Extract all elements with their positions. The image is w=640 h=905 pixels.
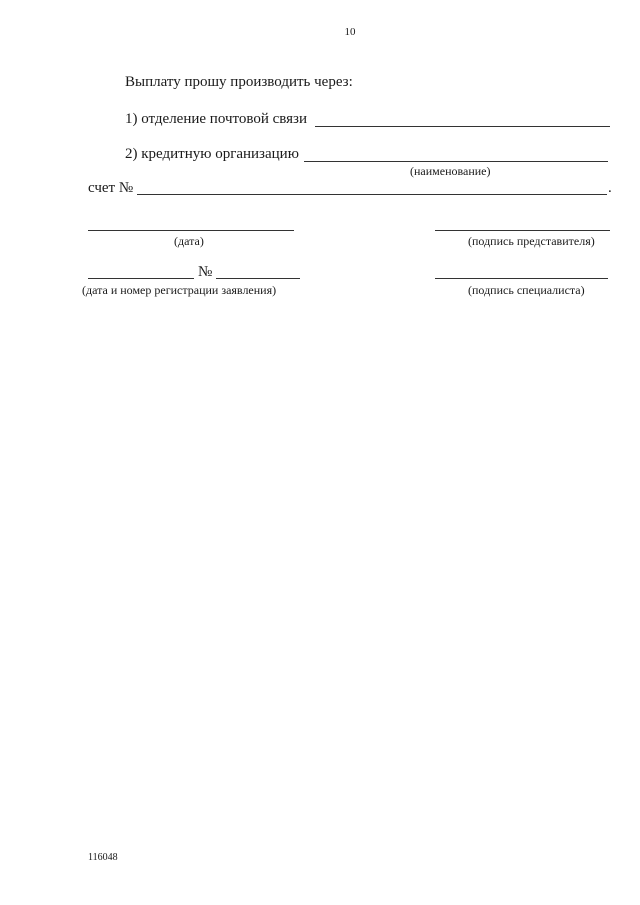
footer-document-code: 116048 [88,852,118,863]
registration-date-fill-line[interactable] [88,278,194,279]
account-end-dot: . [608,180,612,196]
post-office-fill-line[interactable] [315,126,610,127]
date-caption: (дата) [174,234,204,248]
payment-intro: Выплату прошу производить через: [125,74,353,90]
registration-caption: (дата и номер регистрации заявления) [82,283,277,297]
representative-signature-line[interactable] [435,230,610,231]
account-number-fill-line[interactable] [137,194,607,195]
bank-name-caption: (наименование) [410,164,491,178]
bank-name-fill-line[interactable] [304,161,608,162]
account-number-label: счет № [88,180,134,196]
registration-number-fill-line[interactable] [216,278,300,279]
date-fill-line[interactable] [88,230,294,231]
option-bank-label: 2) кредитную организацию [125,146,299,162]
registration-number-sign: № [198,264,213,280]
specialist-signature-caption: (подпись специалиста) [468,283,585,297]
specialist-signature-line[interactable] [435,278,608,279]
page-number: 10 [344,26,356,38]
option-post-office-label: 1) отделение почтовой связи [125,111,307,127]
representative-signature-caption: (подпись представителя) [468,234,595,248]
